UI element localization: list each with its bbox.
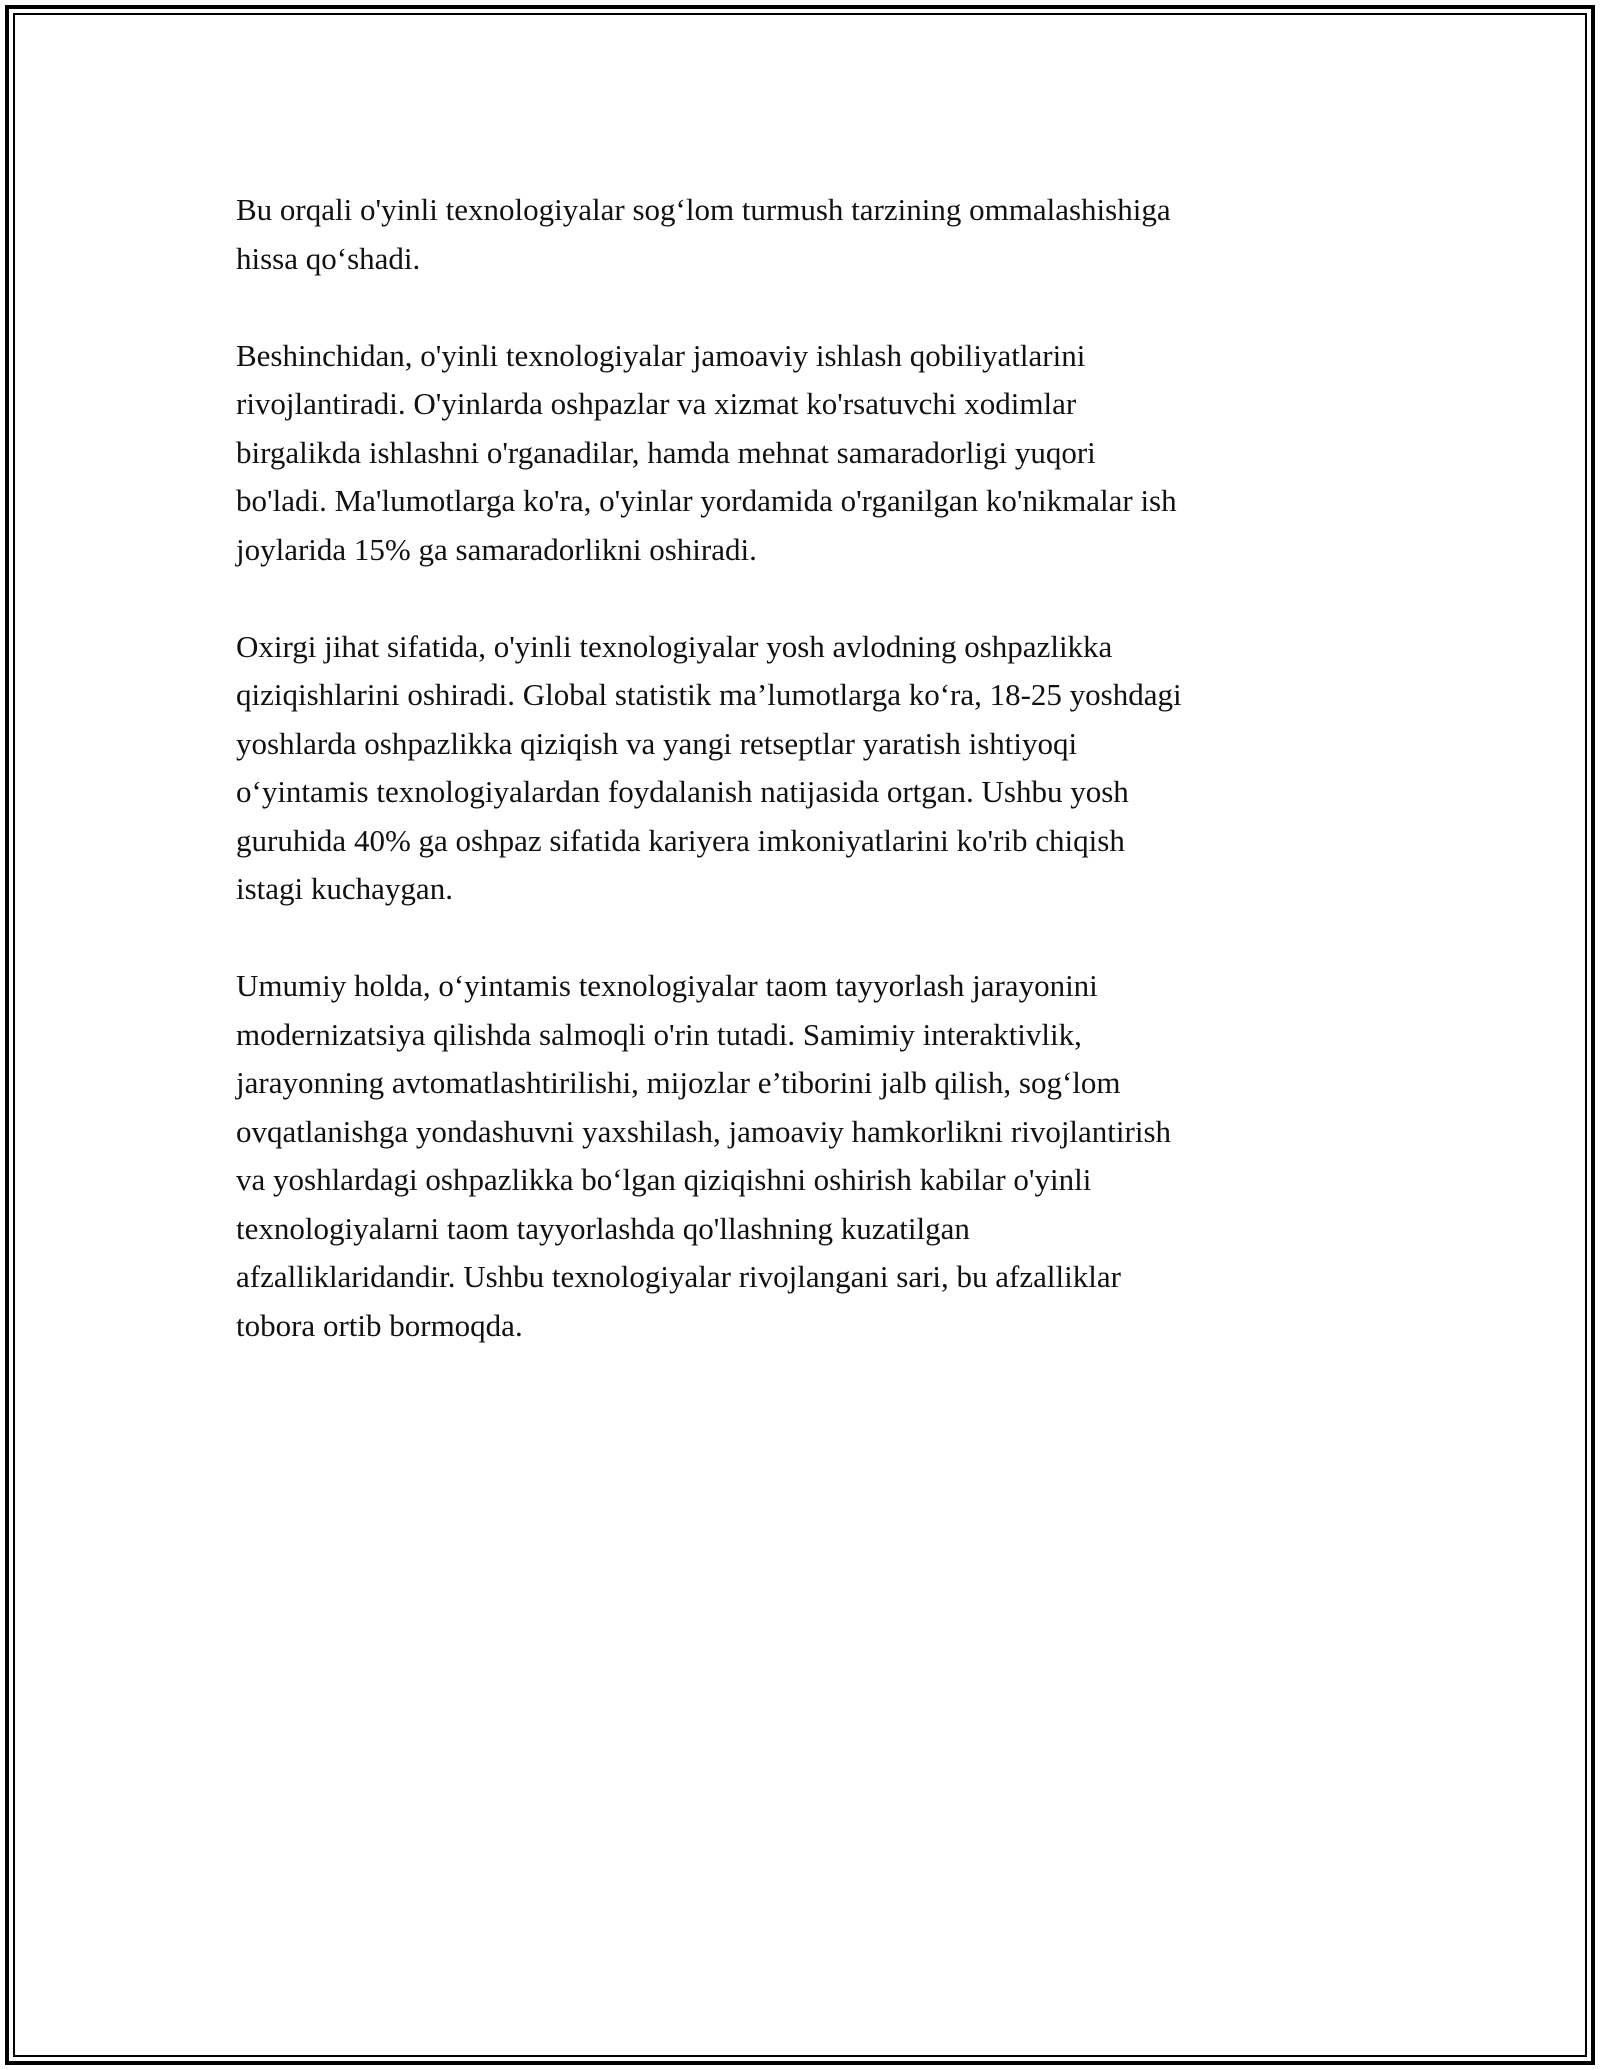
document-body xyxy=(236,186,1366,1399)
paragraph-4: Umumiy holda, o‘yintamis texnologiyalar taom tayyorlash jarayonini modernizatsiya qilishda salmoqli o'rin tutadi. Samimiy interaktivlik, jarayonning avtomatlashtirilishi, mijozlar e’tiborini jalb qilish, sog‘lom ovqatlanishga yondashuvni yaxshilash, jamoaviy hamkorlikni rivojlantirish va yoshlardagi oshpazlikka bo‘lgan qiziqishni oshirish kabilar o'yinli texnologiyalarni taom tayyorlashda qo'llashning kuzatilgan afzalliklaridandir. Ushbu texnologiyalar rivojlangani sari, bu afzalliklar tobora ortib bormoqda. xyxy=(236,968,1172,1343)
paragraph-2: Beshinchidan, o'yinli texnologiyalar jamoaviy ishlash qobiliyatlarini rivojlantiradi. O'yinlarda oshpazlar va xizmat ko'rsatuvchi xodimlar birgalikda ishlashni o'rganadilar, hamda mehnat samaradorligi yuqori bo'ladi. Ma'lumotlarga ko'ra, o'yinlar yordamida o'rganilgan ko'nikmalar ish joylarida 15% ga samaradorlikni oshiradi. xyxy=(236,337,1177,567)
paragraph-1: Bu orqali o'yinli texnologiyalar sog‘lom turmush tarzining ommalashishiga hissa qo‘shadi. xyxy=(236,192,1171,276)
paragraph-3: Oxirgi jihat sifatida, o'yinli texnologiyalar yosh avlodning oshpazlikka qiziqishlarini oshiradi. Global statistik ma’lumotlarga ko‘ra, 18-25 yoshdagi yoshlarda oshpazlikka qiziqish va yangi retseptlar yaratish ishtiyoqi o‘yintamis texnologiyalardan foydalanish natijasida ortgan. Ushbu yosh guruhida 40% ga oshpaz sifatida kariyera imkoniyatlarini ko'rib chiqish istagi kuchaygan. xyxy=(236,628,1182,906)
